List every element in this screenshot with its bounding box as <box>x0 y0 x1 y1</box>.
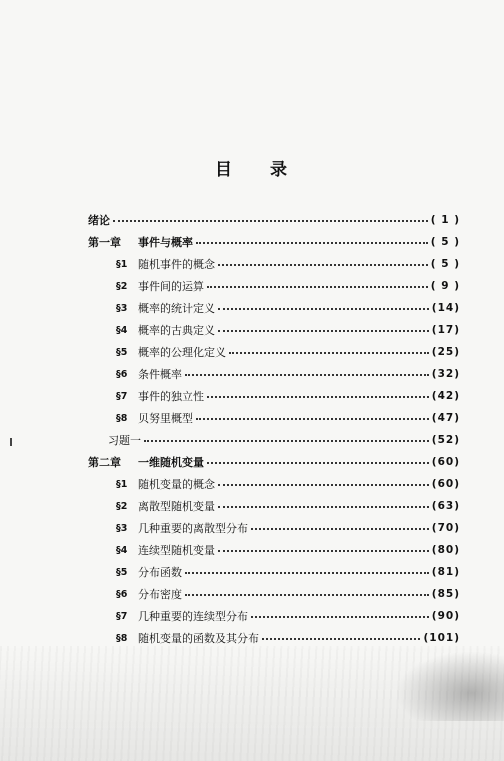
dot-leader <box>185 374 429 376</box>
toc-label: 贝努里概型 <box>138 412 193 425</box>
toc-page-number: (101) <box>423 632 460 644</box>
toc-label: 分布函数 <box>138 566 182 579</box>
dot-leader <box>196 242 428 244</box>
toc-page-number: (52) <box>431 434 460 446</box>
toc-page-number: ( 9 ) <box>430 280 460 292</box>
dot-leader <box>185 594 429 596</box>
toc-page-number: (85) <box>431 588 460 600</box>
section-number: §8 <box>116 632 128 644</box>
section-number: §2 <box>116 280 128 292</box>
toc-label: 一维随机变量 <box>138 456 204 469</box>
section-number: §6 <box>116 588 128 600</box>
section-number: §1 <box>116 478 128 490</box>
toc-page-number: (42) <box>431 390 460 402</box>
section-number: §4 <box>116 544 128 556</box>
toc-page-number: (63) <box>431 500 460 512</box>
chapter-number: 第一章 <box>88 236 121 249</box>
toc-label: 分布密度 <box>138 588 182 601</box>
toc-entry-section[interactable] <box>88 363 460 385</box>
toc-label: 几种重要的离散型分布 <box>138 522 248 535</box>
dot-leader <box>144 440 429 442</box>
toc-entry-section[interactable] <box>88 253 460 275</box>
dot-leader <box>229 352 429 354</box>
section-number: §7 <box>116 610 128 622</box>
dot-leader <box>218 484 429 486</box>
dot-leader <box>218 550 429 552</box>
dot-leader <box>207 286 428 288</box>
section-number: §5 <box>116 346 128 358</box>
toc-entry-section[interactable] <box>88 561 460 583</box>
toc-page-number: (90) <box>431 610 460 622</box>
toc-page-number: (14) <box>431 302 460 314</box>
dot-leader <box>262 638 420 640</box>
toc-entry-section[interactable] <box>88 605 460 627</box>
dot-leader <box>207 462 429 464</box>
toc-entry-intro[interactable] <box>88 209 460 231</box>
toc-page-number: (80) <box>431 544 460 556</box>
toc-page-number: (47) <box>431 412 460 424</box>
toc-label: 概率的统计定义 <box>138 302 215 315</box>
toc-page-number: ( 5 ) <box>430 236 460 248</box>
toc-entry-exercise[interactable] <box>88 429 460 451</box>
section-number: §3 <box>116 302 128 314</box>
toc-entry-section[interactable] <box>88 319 460 341</box>
section-number: §2 <box>116 500 128 512</box>
table-of-contents <box>88 209 460 649</box>
title-char-2: 录 <box>270 160 289 180</box>
section-number: §5 <box>116 566 128 578</box>
scan-smudge <box>395 651 504 721</box>
toc-entry-section[interactable] <box>88 539 460 561</box>
dot-leader <box>218 506 429 508</box>
toc-entry-section[interactable] <box>88 297 460 319</box>
toc-label: 几种重要的连续型分布 <box>138 610 248 623</box>
toc-entry-section[interactable] <box>88 517 460 539</box>
dot-leader <box>251 528 429 530</box>
toc-entry-chapter-1[interactable] <box>88 231 460 253</box>
toc-label: 连续型随机变量 <box>138 544 215 557</box>
chapter-number: 第二章 <box>88 456 121 469</box>
toc-label: 绪论 <box>88 214 110 227</box>
toc-page-number: (70) <box>431 522 460 534</box>
toc-page-number: (60) <box>431 478 460 490</box>
toc-entry-section[interactable] <box>88 341 460 363</box>
section-number: §8 <box>116 412 128 424</box>
dot-leader <box>218 330 429 332</box>
dot-leader <box>207 396 429 398</box>
toc-page-number: (25) <box>431 346 460 358</box>
toc-label: 事件的独立性 <box>138 390 204 403</box>
toc-label: 随机事件的概念 <box>138 258 215 271</box>
section-number: §4 <box>116 324 128 336</box>
page-title <box>0 155 504 180</box>
section-number: §7 <box>116 390 128 402</box>
title-char-1: 目 <box>215 160 234 180</box>
toc-label: 事件间的运算 <box>138 280 204 293</box>
dot-leader <box>113 220 428 222</box>
toc-page-number: (81) <box>431 566 460 578</box>
section-number: §6 <box>116 368 128 380</box>
dot-leader <box>185 572 429 574</box>
scan-margin-mark <box>10 438 12 446</box>
toc-entry-section[interactable] <box>88 495 460 517</box>
toc-label: 离散型随机变量 <box>138 500 215 513</box>
toc-entry-chapter-2[interactable] <box>88 451 460 473</box>
section-number: §1 <box>116 258 128 270</box>
toc-entry-section[interactable] <box>88 583 460 605</box>
dot-leader <box>196 418 429 420</box>
toc-page-number: (17) <box>431 324 460 336</box>
toc-page-number: (32) <box>431 368 460 380</box>
dot-leader <box>251 616 429 618</box>
toc-page-number: ( 1 ) <box>430 214 460 226</box>
toc-entry-section[interactable] <box>88 385 460 407</box>
toc-entry-section[interactable] <box>88 275 460 297</box>
section-number: §3 <box>116 522 128 534</box>
toc-label: 条件概率 <box>138 368 182 381</box>
toc-entry-section[interactable] <box>88 473 460 495</box>
toc-entry-section[interactable] <box>88 407 460 429</box>
toc-label: 事件与概率 <box>138 236 193 249</box>
dot-leader <box>218 264 428 266</box>
toc-label: 随机变量的概念 <box>138 478 215 491</box>
toc-label: 概率的古典定义 <box>138 324 215 337</box>
toc-page-number: ( 5 ) <box>430 258 460 270</box>
dot-leader <box>218 308 429 310</box>
toc-label: 习题一 <box>108 434 141 447</box>
toc-label: 随机变量的函数及其分布 <box>138 632 259 645</box>
toc-page-number: (60) <box>431 456 460 468</box>
toc-label: 概率的公理化定义 <box>138 346 226 359</box>
